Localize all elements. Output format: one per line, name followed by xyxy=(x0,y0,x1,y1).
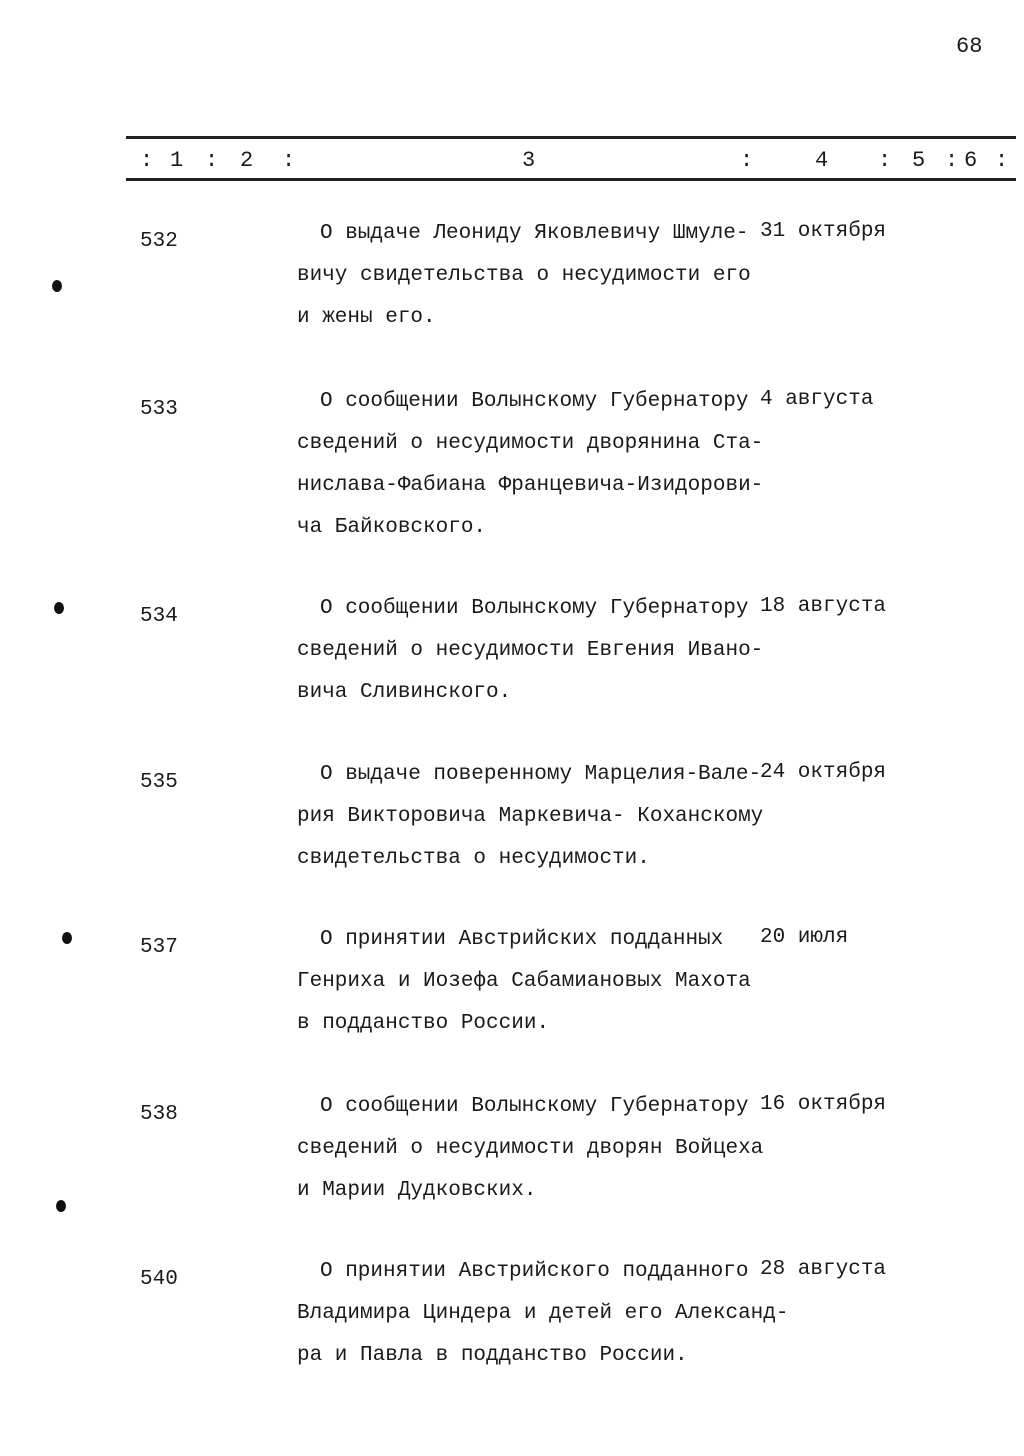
punch-hole-mark xyxy=(52,280,62,292)
entry-date: 20 июля xyxy=(760,926,849,949)
column-header-6: 6 xyxy=(964,148,978,173)
entry-date: 24 октября xyxy=(760,761,887,784)
entry-text-line: О выдаче Леониду Яковлевичу Шмуле- xyxy=(320,222,749,245)
entry-number: 533 xyxy=(140,398,178,421)
column-header-4: 4 xyxy=(815,148,829,173)
page-number: 68 xyxy=(956,34,983,59)
entry-date: 18 августа xyxy=(760,595,887,618)
entry-date: 28 августа xyxy=(760,1258,887,1281)
entry-text-line: О сообщении Волынскому Губернатору xyxy=(320,1095,749,1118)
entry-text-line: Генриха и Иозефа Сабамиановых Махота xyxy=(297,970,751,993)
entry-text-line: в подданство России. xyxy=(297,1012,550,1035)
punch-hole-mark xyxy=(56,1200,66,1212)
entry-date: 31 октября xyxy=(760,220,887,243)
column-separator: : xyxy=(995,148,1009,173)
column-separator: : xyxy=(205,148,219,173)
entry-text-line: рия Викторовича Маркевича- Коханскому xyxy=(297,805,764,828)
entry-text-line: и Марии Дудковских. xyxy=(297,1179,537,1202)
entry-number: 535 xyxy=(140,771,178,794)
punch-hole-mark xyxy=(62,932,72,944)
column-header-3: 3 xyxy=(522,148,536,173)
entry-text-line: вича Сливинского. xyxy=(297,681,512,704)
entry-text-line: О принятии Австрийского подданного xyxy=(320,1260,749,1283)
entry-text-line: Владимира Циндера и детей его Александ- xyxy=(297,1302,789,1325)
entry-text-line: ра и Павла в подданство России. xyxy=(297,1344,688,1367)
column-header-2: 2 xyxy=(240,148,254,173)
column-header-5: 5 xyxy=(912,148,926,173)
entry-number: 532 xyxy=(140,230,178,253)
punch-hole-mark xyxy=(54,602,64,614)
entry-text-line: и жены его. xyxy=(297,306,436,329)
entry-text-line: сведений о несудимости дворянина Ста- xyxy=(297,432,764,455)
entry-text-line: свидетельства о несудимости. xyxy=(297,847,650,870)
table-header-rule xyxy=(126,178,1016,181)
column-separator: : xyxy=(945,148,959,173)
entry-number: 537 xyxy=(140,936,178,959)
entry-text-line: О выдаче поверенному Марцелия-Вале- xyxy=(320,763,762,786)
entry-text-line: О принятии Австрийских подданных xyxy=(320,928,724,951)
entry-number: 538 xyxy=(140,1103,178,1126)
entry-text-line: сведений о несудимости дворян Войцеха xyxy=(297,1137,764,1160)
column-separator: : xyxy=(282,148,296,173)
entry-text-line: сведений о несудимости Евгения Ивано- xyxy=(297,639,764,662)
entry-date: 4 августа xyxy=(760,388,874,411)
entry-text-line: нислава-Фабиана Францевича-Изидорови- xyxy=(297,474,764,497)
entry-text-line: О сообщении Волынскому Губернатору xyxy=(320,390,749,413)
column-header-1: 1 xyxy=(170,148,184,173)
entry-number: 540 xyxy=(140,1268,178,1291)
entry-date: 16 октября xyxy=(760,1093,887,1116)
column-separator: : xyxy=(740,148,754,173)
table-top-rule xyxy=(126,136,1016,139)
entry-text-line: О сообщении Волынскому Губернатору xyxy=(320,597,749,620)
entry-number: 534 xyxy=(140,605,178,628)
column-separator: : xyxy=(140,148,154,173)
entry-text-line: вичу свидетельства о несудимости его xyxy=(297,264,751,287)
column-separator: : xyxy=(878,148,892,173)
entry-text-line: ча Байковского. xyxy=(297,516,487,539)
